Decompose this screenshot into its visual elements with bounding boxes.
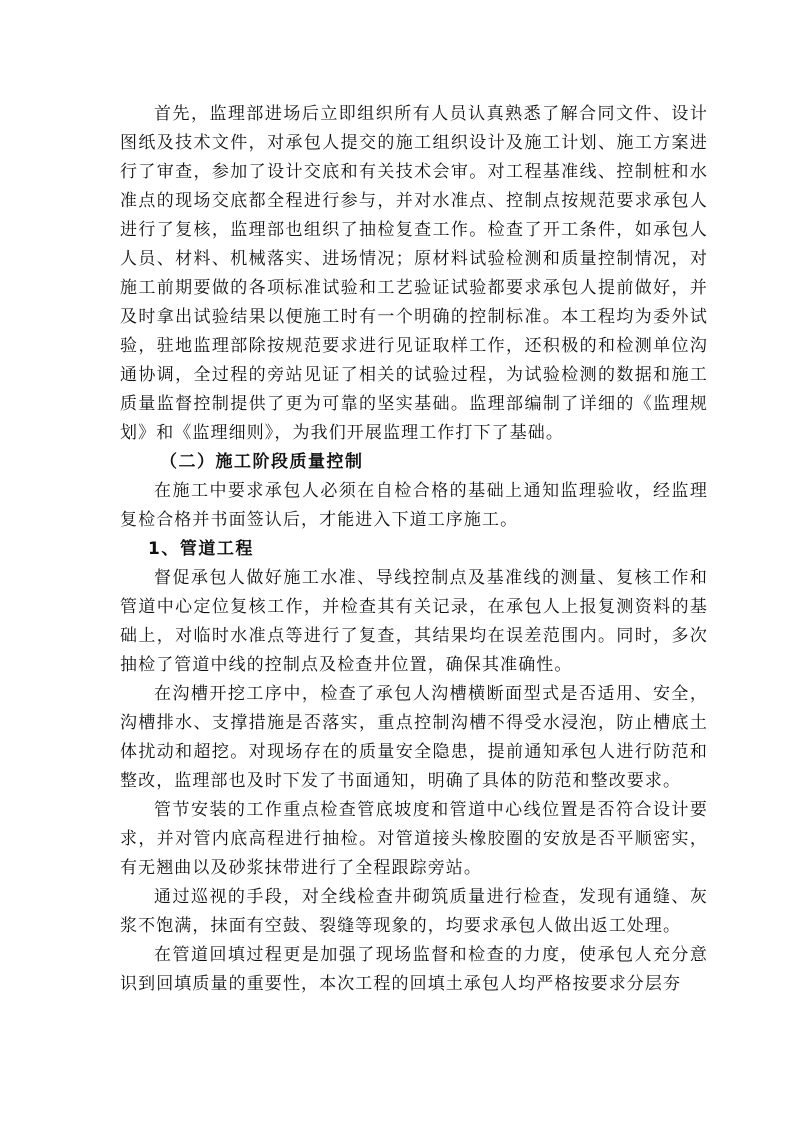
subsection-heading-pipeline: 1、管道工程 [148,539,254,559]
paragraph-trench-excavation: 在沟槽开挖工序中，检查了承包人沟槽横断面型式是否适用、安全，沟槽排水、支撑措施是否落实，重点控制沟槽不得受水浸泡，防止槽底土体扰动和超挖。对现场存在的质量安全隐患，提前通知承包人进行防范和整改，监理部也及时下发了书面通知，明确了具体的防范和整改要求。 [120,684,708,791]
paragraph-preparation: 首先，监理部进场后立即组织所有人员认真熟悉了解合同文件、设计图纸及技术文件，对承包人提交的施工组织设计及施工计划、施工方案进行了审查，参加了设计交底和有关技术会审。对工程基准线、控制桩和水准点的现场交底都全程进行参与，并对水准点、控制点按规范要求承包人进行了复核，监理部也组织了抽检复查工作。检查了开工条件，如承包人人员、材料、机械落实、进场情况；原材料试验检测和质量控制情况，对施工前期要做的各项标准试验和工艺验证试验都要求承包人提前做好，并及时拿出试验结果以便施工时有一个明确的控制标准。本工程均为委外试验，驻地监理部除按规范要求进行见证取样工作，还积极的和检测单位沟通协调，全过程的旁站见证了相关的试验过程，为试验检测的数据和施工质量监督控制提供了更为可靠的坚实基础。监理部编制了详细的《监理规划》和《监理细则》，为我们开展监理工作打下了基础。 [120,104,708,443]
paragraph-survey-control: 督促承包人做好施工水准、导线控制点及基准线的测量、复核工作和管道中心定位复核工作，并检查其有关记录，在承包人上报复测资料的基础上，对临时水准点等进行了复查，其结果均在误差范围内。同时，多次抽检了管道中线的控制点及检查井位置，确保其准确性。 [120,568,708,675]
paragraph-manhole-inspection: 通过巡视的手段，对全线检查井砌筑质量进行检查，发现有通缝、灰浆不饱满，抹面有空鼓、裂缝等现象的，均要求承包人做出返工处理。 [120,887,708,936]
paragraph-inspection-requirement: 在施工中要求承包人必须在自检合格的基础上通知监理验收，经监理复检合格并书面签认后，才能进入下道工序施工。 [120,481,708,530]
paragraph-backfill: 在管道回填过程更是加强了现场监督和检查的力度，使承包人充分意识到回填质量的重要性，本次工程的回填土承包人均严格按要求分层夯 [120,945,708,994]
paragraph-pipe-installation: 管节安装的工作重点检查管底坡度和管道中心线位置是否符合设计要求，并对管内底高程进行抽检。对管道接头橡胶圈的安放是否平顺密实，有无翘曲以及砂浆抹带进行了全程跟踪旁站。 [120,800,708,878]
section-heading-construction-quality: （二）施工阶段质量控制 [160,452,364,472]
document-body [120,100,708,999]
